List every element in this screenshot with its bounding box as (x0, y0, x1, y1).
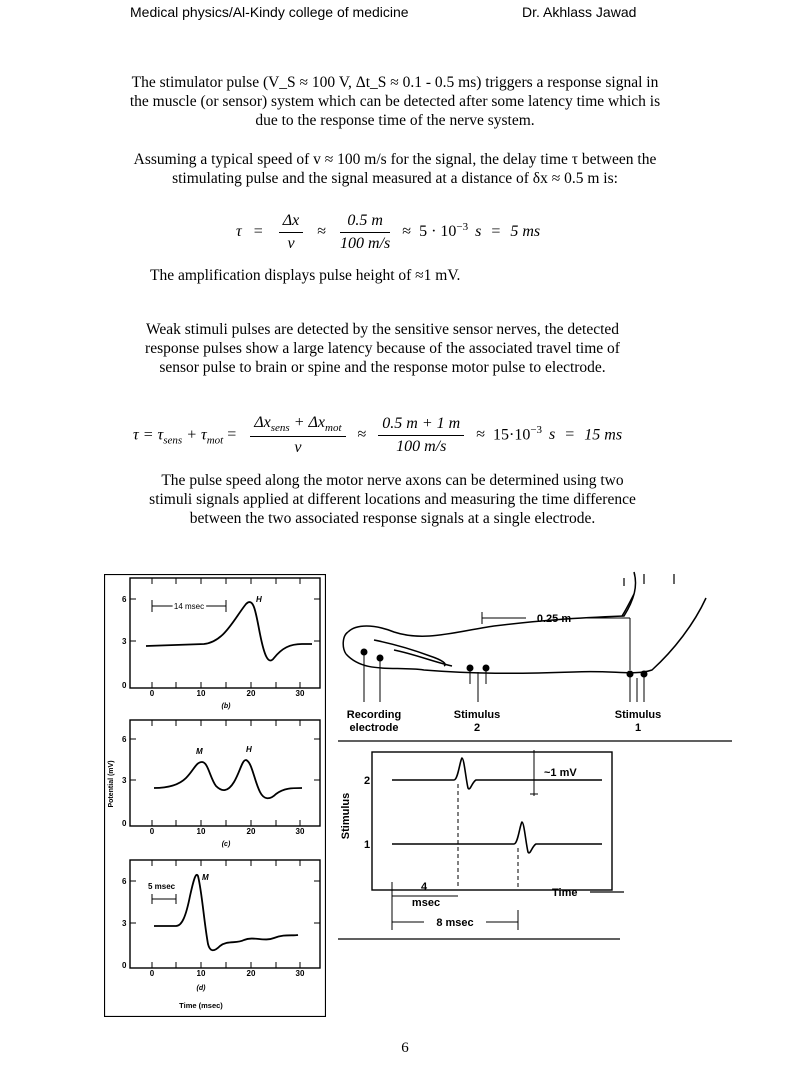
panel-c-x-tick-20: 20 (246, 827, 256, 836)
panel-c-y-tick-6: 6 (122, 735, 127, 744)
recording-electrode-label-2: electrode (349, 722, 399, 734)
panel-c-y-tick-3: 3 (122, 776, 127, 785)
amplitude-label: ~1 mV (544, 767, 577, 779)
panel-c-frame (130, 720, 320, 826)
header-left: Medical physics/Al-Kindy college of medicine (130, 4, 409, 20)
stimulus-2-label-2: 2 (473, 722, 481, 734)
eq1-frac1-num: Δx (279, 212, 304, 233)
eq1-equals-2: = (491, 223, 501, 241)
stimulus-1-label-2: 1 (634, 722, 642, 734)
eq2-approx-2: ≈ (476, 426, 485, 444)
eq2-plus: + τ (182, 426, 207, 444)
recording-electrode-label-1: Recording (346, 709, 402, 721)
timing-y-axis-label: Stimulus (340, 792, 352, 840)
panel-d-y-tick-6: 6 (122, 877, 127, 886)
timing-dashed-guides (458, 784, 518, 888)
panel-c-x-tick-30: 30 (295, 827, 305, 836)
panel-b-caption: (b) (221, 703, 231, 710)
panel-c-trace (154, 760, 302, 798)
panel-b-y-tick-3: 3 (122, 637, 127, 646)
panel-b-x-tick-30: 30 (295, 689, 305, 698)
eq2-fraction-2 (378, 415, 464, 456)
interval-4-unit: msec (411, 897, 441, 909)
eq1-approx-1: ≈ (317, 223, 327, 241)
top-ticks (624, 574, 674, 586)
eq1-exponent: −3 (456, 220, 469, 233)
panel-d-peak-label: M (202, 873, 209, 882)
eq2-approx-1: ≈ (357, 426, 367, 444)
distance-label: 0.25 m (536, 613, 572, 625)
eq1-fraction-2 (340, 212, 390, 253)
paragraph-weak-stimuli: Weak stimuli pulses are detected by the sensitive sensor nerves, the detected response pulses show a large latency because of the associated travel time of sensor pulse to brain or spine and the response motor pulse to electrode. (145, 321, 620, 376)
timing-trace-1 (392, 822, 602, 853)
paragraph-amplification: The amplification displays pulse height of ≈1 mV. (150, 267, 461, 284)
panel-d-y-tick-0: 0 (122, 961, 127, 970)
figure-nerve-conduction (334, 570, 734, 942)
panel-b-x-tick-10: 10 (196, 689, 206, 698)
eq2-frac2-den: 100 m/s (396, 438, 447, 456)
eq2-lhs: τ = τ (133, 426, 164, 444)
eq2-fraction-1 (250, 414, 345, 457)
eq2-frac1-den: v (294, 439, 302, 457)
panel-c-peak-m: M (196, 747, 203, 756)
panel-c (122, 720, 320, 848)
paragraph-delay: Assuming a typical speed of v ≈ 100 m/s for the signal, the delay time τ between the stimulating pulse and the signal measured at a distance of δx ≈ 0.5 m is: (133, 151, 657, 187)
header-right: Dr. Akhlass Jawad (522, 4, 637, 20)
panel-b-interval-label: 14 msec (173, 602, 205, 611)
panel-b-trace (146, 602, 312, 660)
panel-c-x-tick-0: 0 (149, 827, 155, 836)
eq1-result: 5 ms (510, 223, 541, 241)
eq1-frac2-num: 0.5 m (340, 212, 390, 233)
arm-illustration (343, 572, 706, 673)
panel-d-x-tick-10: 10 (196, 969, 206, 978)
panel-d-x-tick-30: 30 (295, 969, 305, 978)
eq1-equals: = (253, 223, 263, 241)
paragraph-pulse-speed: The pulse speed along the motor nerve axons can be determined using two stimuli signals applied at different locations and measuring the time difference between the two associated response signals at a single electrode. (149, 472, 636, 527)
panel-b-y-tick-6: 6 (122, 595, 127, 604)
panel-c-x-tick-10: 10 (196, 827, 206, 836)
eq1-approx-2: ≈ (402, 223, 412, 241)
eq1-unit: s (475, 223, 482, 241)
paragraph-stimulator: The stimulator pulse (V_S ≈ 100 V, Δt_S ≈ 0.1 - 0.5 ms) triggers a response signal in the muscle (or sensor) system which can be detected after some latency time which is due to the response time of the nerve system. (129, 74, 661, 129)
timing-level-1: 1 (364, 839, 371, 851)
eq2-sub-mot: mot (206, 434, 224, 447)
panel-c-caption: (c) (221, 841, 231, 848)
panel-d (122, 860, 320, 1010)
figure-emg-traces (104, 574, 326, 1017)
eq1-fraction-1 (279, 212, 304, 253)
eq2-base: 15·10 (492, 426, 531, 444)
eq2-unit: s (549, 426, 556, 444)
eq2-sub-sens: sens (163, 434, 183, 447)
panel-c-peak-h: H (246, 745, 252, 754)
eq1-frac1-den: v (287, 235, 295, 252)
panel-d-frame (130, 860, 320, 968)
panel-d-caption: (d) (196, 985, 206, 992)
interval-4-value: 4 (420, 881, 428, 893)
eq2-result: 15 ms (584, 426, 623, 444)
eq2-frac1-num: $\Delta x_{sens} + \Delta x_{mot}$ (250, 414, 345, 437)
equation-delay-time (236, 212, 540, 253)
figure-left-y-axis-label: Potential (mV) (108, 760, 115, 808)
panel-d-x-tick-20: 20 (246, 969, 256, 978)
figure-left-x-axis-label: Time (msec) (179, 1001, 223, 1010)
panel-c-y-tick-0: 0 (122, 819, 127, 828)
panel-d-interval-label: 5 msec (148, 882, 176, 891)
panel-b (122, 578, 320, 710)
panel-d-y-tick-3: 3 (122, 919, 127, 928)
panel-b-x-tick-0: 0 (149, 689, 155, 698)
stimulus-2-label-1: Stimulus (453, 709, 501, 721)
panel-b-x-tick-20: 20 (246, 689, 256, 698)
panel-b-peak-label: H (256, 595, 262, 604)
equation-total-latency (133, 414, 622, 457)
time-axis-label: Time (552, 887, 578, 899)
amplitude-marker (530, 750, 538, 796)
stimulus-1-label-1: Stimulus (614, 709, 662, 721)
eq1-base: 5 · 10 (419, 223, 457, 241)
eq2-exponent: −3 (530, 423, 543, 436)
interval-8-label: 8 msec (436, 917, 474, 929)
eq2-equals: = (223, 426, 237, 444)
panel-b-y-tick-0: 0 (122, 681, 127, 690)
eq2-frac2-num: 0.5 m + 1 m (378, 415, 464, 436)
panel-d-x-tick-0: 0 (149, 969, 155, 978)
timing-level-2: 2 (364, 775, 371, 787)
eq2-equals-2: = (565, 426, 575, 444)
panel-d-trace (154, 875, 298, 950)
eq1-frac2-den: 100 m/s (340, 235, 391, 252)
electrode-markers (361, 649, 647, 702)
eq1-lhs: τ (236, 223, 242, 241)
page-number: 6 (401, 1040, 409, 1056)
